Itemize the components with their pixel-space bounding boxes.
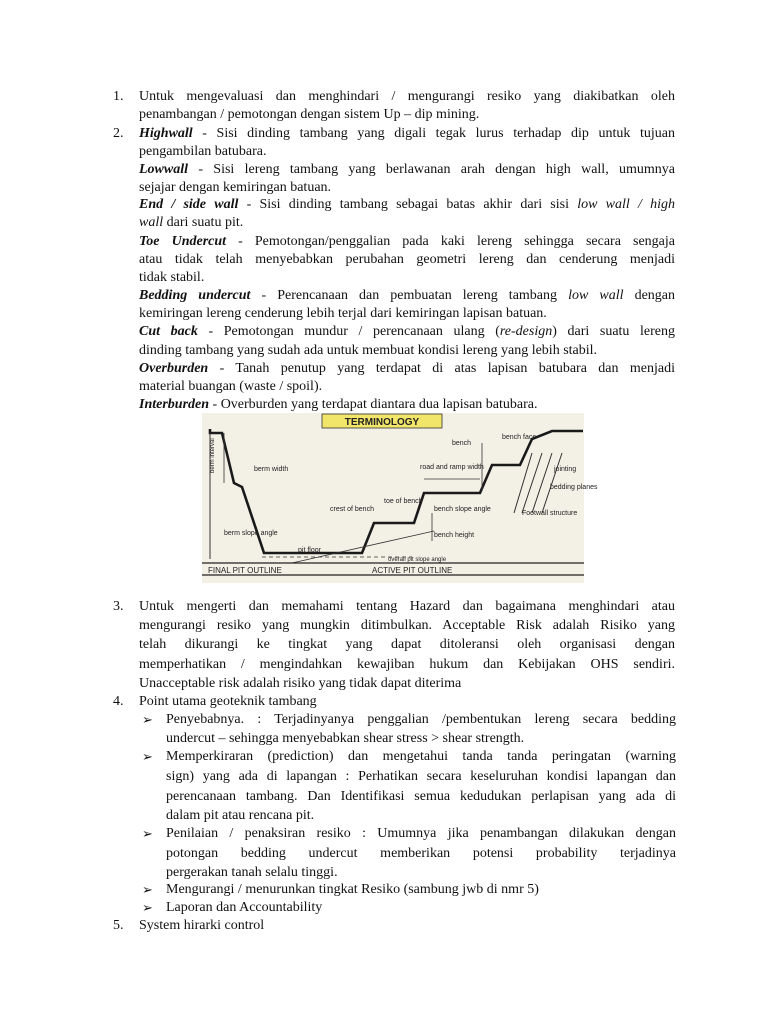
item-3-line-2: mengurangi resiko yang mungkin ditimbulkan. Acceptable Risk adalah Risiko yang	[139, 618, 675, 633]
toe-undercut-line-1	[139, 233, 675, 251]
terminology-svg	[202, 413, 598, 583]
bedding-undercut-line-1	[139, 287, 675, 305]
item-3-line-4: memperhatikan / mengindahkan kewajiban hukum dan Kebijakan OHS sendiri.	[139, 657, 675, 672]
bedding-undercut-def-2: dengan	[623, 288, 675, 303]
label-berm-width: berm width	[254, 466, 289, 473]
item-2-number: 2.	[113, 126, 124, 141]
item-3-line-5: Unacceptable risk adalah risiko yang tidak dapat diterima	[139, 676, 462, 691]
endwall-def-italic: low wall / high	[577, 197, 675, 212]
label-crest-of-bench: crest of bench	[330, 506, 374, 513]
lowwall-term: Lowwall	[139, 162, 189, 177]
label-bench-slope-angle: bench slope angle	[434, 506, 491, 513]
item-4-title: Point utama geoteknik tambang	[139, 694, 317, 709]
item-3-line-3: telah dikurangi ke tingkat yang dapat ditoleransi oleh organisasi dengan	[139, 637, 675, 652]
label-berm-interval: berm interval	[210, 438, 216, 473]
bullet-3-line-2: potongan bedding undercut memberikan potensi probability terjadinya	[166, 846, 676, 861]
endwall-def-2: dari suatu pit.	[163, 215, 244, 230]
bullet-4-marker: ➢	[142, 882, 153, 897]
endwall-line-1	[139, 196, 675, 214]
label-final-pit-outline: FINAL PIT OUTLINE	[208, 566, 282, 575]
highwall-line-2: pengambilan batubara.	[139, 144, 267, 159]
bullet-5-text: Laporan dan Accountability	[166, 900, 323, 915]
label-overall-pit-slope-angle: overall pit slope angle	[388, 557, 447, 563]
bullet-1-line-2: undercut – sehingga menyebabkan shear stress > shear strength.	[166, 731, 525, 746]
cut-back-redesign-italic: re-design	[499, 324, 553, 339]
bedding-undercut-term: Bedding undercut	[139, 288, 251, 303]
cut-back-def-2: ) dari suatu lereng	[552, 324, 676, 339]
label-toe-of-bench: toe of bench	[384, 498, 423, 505]
endwall-def: - Sisi dinding tambang sebagai batas akhir dari sisi	[238, 197, 578, 212]
highwall-line-1	[139, 125, 675, 143]
bullet-2-marker: ➢	[142, 749, 153, 764]
label-footwall: Footwall structure	[522, 510, 578, 517]
endwall-line-2	[139, 214, 675, 232]
item-3-number: 3.	[113, 599, 124, 614]
bedding-lowwall-italic: low wall	[568, 288, 624, 303]
overburden-def: - Tanah penutup yang terdapat di atas lapisan batubara dan menjadi	[208, 361, 675, 376]
bullet-3-line-3: pergerakan tanah selalu tinggi.	[166, 865, 338, 880]
endwall-wall-italic: wall	[139, 215, 164, 230]
cut-back-line-2: dinding tambang yang sudah ada untuk membuat kondisi lereng yang lebih stabil.	[139, 343, 598, 358]
bullet-4-text: Mengurangi / menurunkan tingkat Resiko (sambung jwb di nmr 5)	[166, 882, 539, 897]
bullet-2-line-2: sign) yang ada di lapangan : Perhatikan secara keseluruhan kondisi lapangan dan	[166, 769, 676, 784]
lowwall-line-2: sejajar dengan kemiringan batuan.	[139, 180, 332, 195]
cut-back-term: Cut back	[139, 324, 198, 339]
interburden-def: - Overburden yang terdapat diantara dua lapisan batubara.	[209, 397, 538, 412]
toe-undercut-term: Toe Undercut	[139, 234, 227, 249]
label-bench-face: bench face	[502, 434, 537, 441]
bullet-2-line-1: Memperkiraran (prediction) dan mengetahui tanda tanda peringatan (warning	[166, 749, 676, 764]
bullet-3-marker: ➢	[142, 826, 153, 841]
bullet-3-line-1: Penilaian / penaksiran resiko : Umumnya jika penambangan dilakukan dengan	[166, 826, 676, 841]
overburden-line-2: material buangan (waste / spoil).	[139, 379, 323, 394]
lowwall-def: - Sisi lereng tambang yang berlawanan arah dengan high wall, umumnya	[188, 162, 675, 177]
label-bedding-planes: bedding planes	[550, 484, 598, 491]
bullet-2-line-4: dalam pit atau rencana pit.	[166, 808, 315, 823]
terminology-diagram	[202, 413, 598, 583]
item-5-number: 5.	[113, 918, 124, 933]
bullet-5-marker: ➢	[142, 900, 153, 915]
label-bench-height: bench height	[434, 532, 475, 539]
bullet-1-marker: ➢	[142, 712, 153, 727]
overburden-term: Overburden	[139, 361, 209, 376]
endwall-term: End / side wall	[139, 197, 239, 212]
lowwall-line-1	[139, 161, 675, 179]
cut-back-def: - Pemotongan mundur / perencanaan ulang (	[197, 324, 500, 339]
label-active-pit-outline: ACTIVE PIT OUTLINE	[372, 566, 453, 575]
toe-undercut-def: - Pemotongan/penggalian pada kaki lereng sehingga secara sengaja	[226, 234, 675, 249]
toe-undercut-line-3: tidak stabil.	[139, 270, 205, 285]
item-1-number: 1.	[113, 89, 124, 104]
bedding-undercut-line-2: kemiringan lereng cenderung lebih terjal dari kemiringan lapisan batuan.	[139, 306, 547, 321]
item-1-line-2: penambangan / pemotongan dengan sistem Up – dip mining.	[139, 107, 480, 122]
item-1-line-1: Untuk mengevaluasi dan menghindari / mengurangi resiko yang diakibatkan oleh	[139, 89, 675, 104]
label-berm-slope-angle: berm slope angle	[224, 530, 278, 537]
diagram-title: TERMINOLOGY	[344, 417, 420, 428]
cut-back-line-1	[139, 323, 675, 341]
item-4-number: 4.	[113, 694, 124, 709]
label-road-ramp: road and ramp width	[420, 464, 484, 471]
item-5-text: System hirarki control	[139, 918, 265, 933]
toe-undercut-line-2: atau tidak telah menyebabkan perubahan geometri lereng dan cenderung menjadi	[139, 252, 675, 267]
label-bench: bench	[452, 440, 472, 447]
overburden-line-1	[139, 360, 675, 378]
label-pit-floor: pit floor	[298, 547, 321, 554]
interburden-term: Interburden	[139, 397, 210, 412]
interburden-line-1	[139, 396, 675, 414]
highwall-def: - Sisi dinding tambang yang digali tegak lurus terhadap dip untuk tujuan	[192, 126, 675, 141]
bullet-2-line-3: perencanaan tambang. Dan Identifikasi semua kedudukan perlapisan yang ada di	[166, 789, 676, 804]
label-jointing: jointing	[554, 466, 577, 473]
highwall-term: Highwall	[139, 126, 193, 141]
bullet-1-line-1: Penyebabnya. : Terjadinyanya penggalian /pembentukan lereng secara bedding	[166, 712, 676, 727]
bedding-undercut-def: - Perencanaan dan pembuatan lereng tambang	[250, 288, 569, 303]
item-3-line-1: Untuk mengerti dan memahami tentang Hazard dan bagaimana menghindari atau	[139, 599, 675, 614]
